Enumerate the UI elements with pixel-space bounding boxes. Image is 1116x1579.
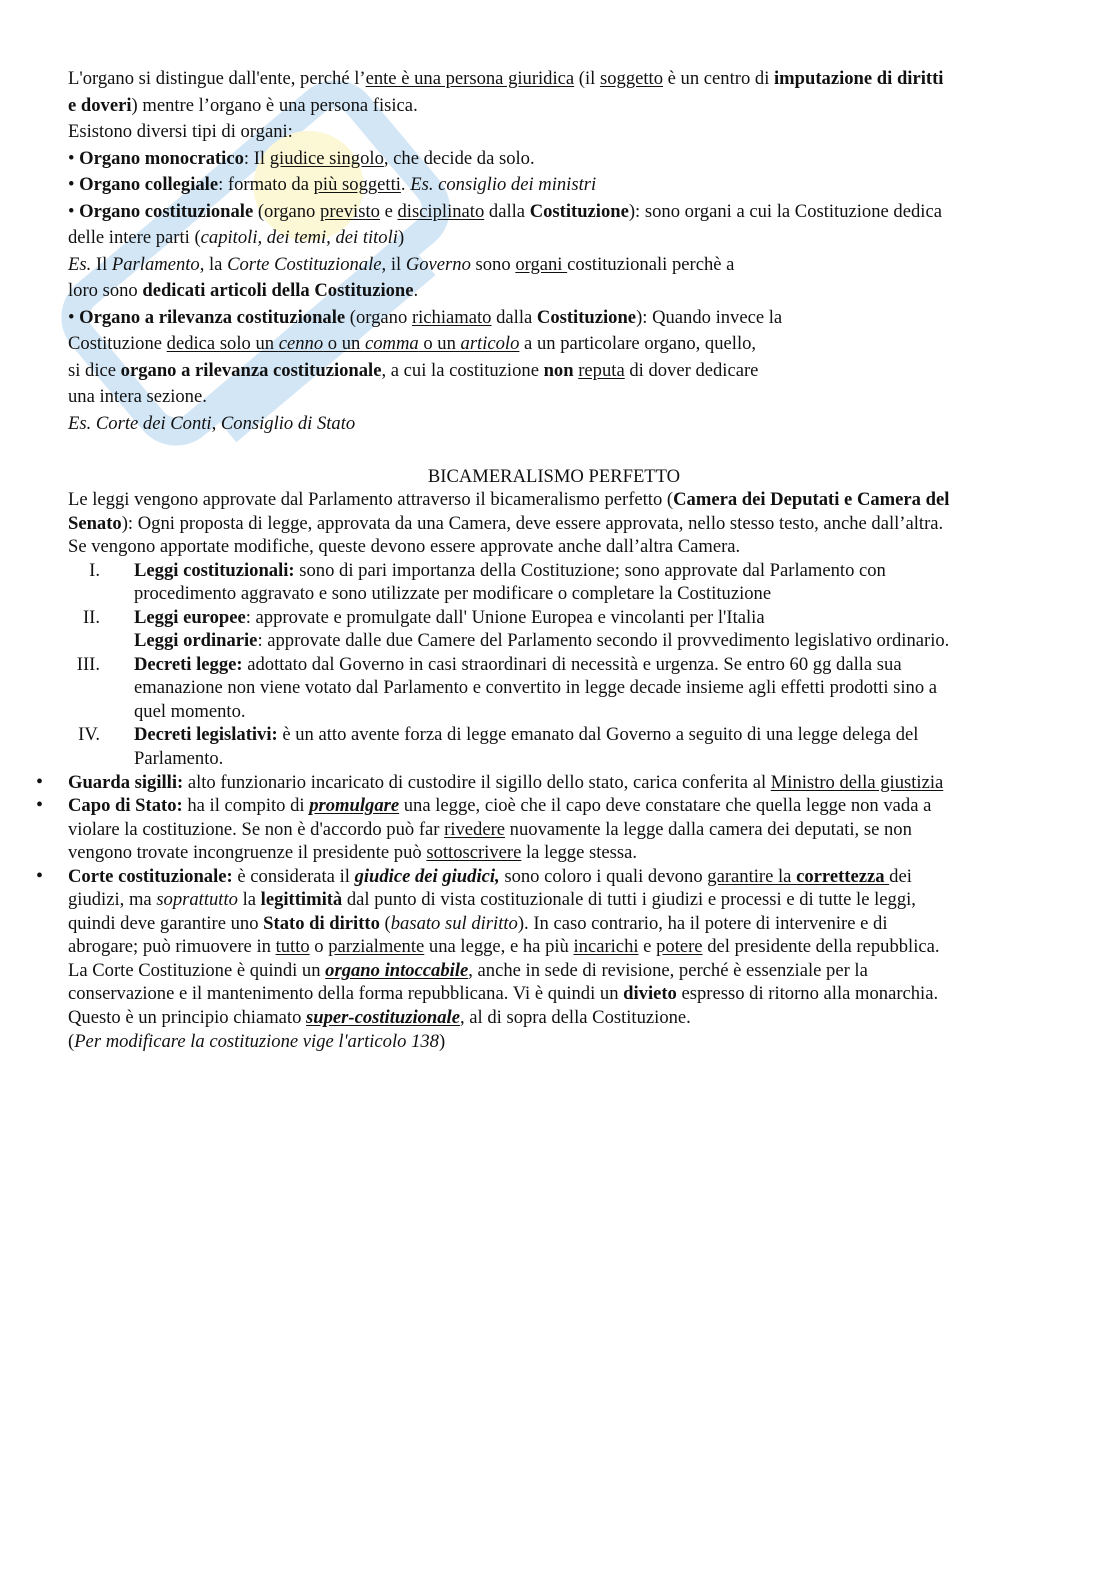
text-line (68, 935, 1116, 959)
italic-text: soprattutto (156, 889, 238, 911)
underlined-text: o un (323, 333, 365, 354)
text-line (68, 747, 1116, 771)
underlined-text: organi (515, 253, 568, 275)
text-line (68, 676, 1116, 700)
bold-text: super-costituzionale (306, 1007, 460, 1029)
text-line (68, 841, 1116, 865)
bold-text: Leggi ordinarie (134, 630, 258, 652)
bold-text: correttezza (796, 865, 890, 887)
text-run: ( (379, 912, 391, 934)
text-run: e (638, 936, 657, 958)
numbered-list-item (68, 723, 1116, 747)
text-run: sono di pari importanza della Costituzione; sono approvate dal Parlamento con (294, 559, 886, 581)
text-run: • (68, 200, 80, 222)
text-run: e (379, 200, 398, 222)
text-run: ) (438, 1030, 446, 1052)
italic-text: Es. Corte dei Conti, Consiglio di Stato (68, 412, 356, 434)
bullet-icon: • (36, 770, 44, 793)
text-run: violare la costituzione. Se non è d'accordo può far (68, 818, 445, 840)
text-run: costituzionali perchè a (567, 253, 735, 275)
text-run: Questo è un principio chiamato (68, 1007, 307, 1029)
text-line (68, 358, 1116, 385)
section-title: BICAMERALISMO PERFETTO (427, 466, 681, 487)
bold-text: Organo costituzionale (79, 200, 254, 222)
text-run: dal punto di vista costituzionale di tutti i giudizi e processi e di tutte le leggi, (342, 889, 916, 911)
text-run: ): Ogni proposta di legge, approvata da una Camera, deve essere approvata, nello stesso testo, anche dall’altra. (121, 512, 944, 534)
italic-text: Governo (405, 253, 471, 275)
bicameralismo-section (36, 488, 1116, 1053)
underlined-text: reputa (578, 359, 625, 381)
bold-text: Senato (68, 512, 122, 534)
list-numeral: IV. (78, 724, 100, 746)
text-run: giudizi, ma (68, 889, 157, 911)
bold-text: Organo monocratico (79, 147, 244, 169)
underlined-text: soggetto (599, 68, 663, 89)
bold-text: Capo di Stato: (68, 795, 183, 817)
text-run: dalla (484, 200, 530, 222)
bold-text: Stato di diritto (263, 912, 380, 934)
text-run: ): Quando invece la (636, 306, 783, 328)
text-run: Se vengono apportate modifiche, queste devono essere approvate anche dall’altra Camera. (68, 536, 741, 558)
text-line (68, 912, 1116, 936)
underlined-text: comma (364, 333, 419, 354)
bullet-list-item (36, 864, 1116, 889)
text-run: , la (199, 253, 228, 275)
text-run: Costituzione (68, 333, 167, 354)
text-line (68, 982, 1116, 1006)
text-run: (organo (345, 306, 412, 328)
bold-text: Organo collegiale (79, 174, 219, 195)
text-line (68, 93, 1116, 120)
underlined-text: dedica solo un (166, 333, 279, 354)
text-line (68, 582, 1116, 606)
underlined-text: cenno (278, 333, 324, 354)
text-line (68, 888, 1116, 912)
text-line (68, 305, 1116, 332)
bold-text: dedicati articoli della Costituzione (142, 280, 414, 301)
bold-text: Decreti legislativi: (134, 724, 278, 746)
underlined-text: incarichi (573, 936, 639, 958)
text-line (68, 225, 1116, 252)
text-line (68, 488, 1116, 512)
text-run: ) (397, 227, 405, 248)
text-run: loro sono (68, 280, 143, 301)
underlined-text: previsto (320, 200, 380, 222)
text-line (68, 512, 1116, 536)
italic-text: Parlamento (111, 253, 200, 275)
text-run: Il (91, 253, 112, 275)
bold-text: divieto (623, 983, 677, 1005)
text-run: Le leggi vengono approvate dal Parlamento attraverso il bicameralismo perfetto ( (68, 489, 674, 510)
text-run: ha il compito di (182, 795, 310, 817)
text-run: (organo (253, 200, 321, 222)
text-run: adottato dal Governo in casi straordinari di necessità e urgenza. Se entro 60 gg dalla sua (242, 653, 902, 675)
list-numeral: I. (89, 559, 100, 581)
text-run: espresso di ritorno alla monarchia. (676, 983, 939, 1005)
text-run: Esistono diversi tipi di organi: (68, 121, 293, 142)
text-line (68, 959, 1116, 983)
text-run: , al di sopra della Costituzione. (459, 1007, 691, 1029)
text-run: ) mentre l’organo è una persona fisica. (131, 94, 418, 116)
text-run: conservazione e il mantenimento della forma repubblicana. Vi è quindi un (68, 983, 624, 1005)
text-run: di dover dedicare (624, 359, 759, 381)
text-run: quel momento. (134, 700, 246, 722)
underlined-text: potere (656, 936, 703, 958)
numbered-list-item (68, 653, 1116, 677)
text-line (68, 331, 1116, 358)
bold-text: Costituzione (529, 200, 629, 222)
text-line (68, 384, 1116, 411)
text-line (68, 252, 1116, 279)
italic-text: Corte Costituzionale (227, 253, 382, 275)
numbered-list-item (68, 606, 1116, 630)
underlined-text: o un (418, 333, 461, 354)
italic-text: Per modificare la costituzione vige l'articolo 138 (74, 1030, 439, 1052)
text-run: si dice (68, 359, 121, 381)
text-run: dalla (491, 306, 537, 328)
text-line (68, 1030, 1116, 1054)
text-run: : approvate e promulgate dall' Unione Europea e vincolanti per l'Italia (245, 606, 765, 628)
text-run: è un atto avente forza di legge emanato dal Governo a seguito di una legge delega del (277, 724, 919, 746)
text-run: , a cui la costituzione (381, 359, 544, 381)
text-run: abrogare; può rimuovere in (68, 936, 276, 958)
underlined-text: più soggetti (313, 174, 401, 195)
italic-text: capitoli, dei temi, dei titoli (200, 227, 398, 248)
text-run: è considerata il (232, 865, 355, 887)
text-run: La Corte Costituzione è quindi un (68, 959, 326, 981)
italic-text: Es. consiglio dei ministri (410, 174, 597, 195)
bullet-icon: • (36, 794, 44, 817)
list-numeral: II. (82, 606, 100, 628)
text-run: • (68, 174, 80, 195)
text-run: , anche in sede di revisione, perché è essenziale per la (468, 959, 868, 981)
bold-text: Guarda sigilli: (68, 771, 184, 793)
text-run: sono (470, 253, 516, 275)
list-numeral: III. (76, 653, 100, 675)
text-run: • (68, 147, 80, 169)
text-run: • (68, 306, 80, 328)
underlined-text: garantire la (707, 865, 797, 887)
bullet-list-item (36, 770, 1116, 795)
text-run: , il (381, 253, 406, 275)
bold-text: Camera dei Deputati e Camera del (673, 489, 950, 510)
underlined-text: sottoscrivere (426, 842, 522, 864)
text-run: (il (574, 68, 600, 89)
bold-text: Decreti legge: (134, 653, 243, 675)
text-run: la (237, 889, 261, 911)
text-run: ). In caso contrario, ha il potere di intervenire e di (517, 912, 888, 934)
underlined-text: giudice singolo (269, 147, 384, 169)
text-run: una legge, cioè che il capo deve constatare che quella legge non vada a (399, 795, 932, 817)
bold-text: Corte costituzionale: (68, 865, 233, 887)
bold-text: legittimità (260, 889, 343, 911)
underlined-text: disciplinato (397, 200, 485, 222)
text-run: una legge, e ha più (424, 936, 574, 958)
text-run: : formato da (218, 174, 314, 195)
text-run: dei (889, 865, 912, 887)
underlined-text: rivedere (444, 818, 506, 840)
text-run: è un centro di (663, 68, 775, 89)
text-line (68, 1006, 1116, 1030)
bold-text: promulgare (309, 795, 400, 817)
bullet-list-item (36, 794, 1116, 818)
text-run: ): sono organi a cui la Costituzione dedica (628, 200, 942, 222)
underlined-text: tutto (275, 936, 310, 958)
bullet-icon: • (36, 864, 44, 887)
intro-section (68, 66, 1116, 437)
bold-text: imputazione di diritti (774, 68, 944, 89)
text-run: delle intere parti ( (68, 227, 201, 248)
text-run: : approvate dalle due Camere del Parlamento secondo il provvedimento legislativo ordinario. (257, 630, 950, 652)
text-line (68, 700, 1116, 724)
underlined-text: ente è una persona giuridica (365, 68, 575, 89)
bold-text: non (543, 359, 574, 381)
text-line (68, 535, 1116, 559)
underlined-text: parzialmente (328, 936, 425, 958)
text-line (68, 629, 1116, 653)
text-run: , che decide da solo. (383, 147, 535, 169)
text-line (68, 411, 1116, 438)
bold-text: Leggi costituzionali: (134, 559, 295, 581)
text-line (68, 278, 1116, 305)
text-run: : Il (243, 147, 270, 169)
bold-text: organo a rilevanza costituzionale (120, 359, 382, 381)
text-run: una intera sezione. (68, 386, 207, 407)
text-run: quindi deve garantire uno (68, 912, 264, 934)
underlined-text: Ministro della giustizia (770, 771, 944, 793)
text-run: L'organo si distingue dall'ente, perché l’ (68, 68, 366, 89)
bold-text: e doveri (68, 94, 132, 116)
italic-text: Es. (68, 253, 92, 275)
bold-text: Costituzione (536, 306, 637, 328)
italic-text: basato sul diritto (390, 912, 518, 934)
text-run: emanazione non viene votato dal Parlamento e convertito in legge decade insieme agli effetti prodotti sino a (134, 677, 938, 699)
text-run: sono coloro i quali devono (499, 865, 708, 887)
text-line (68, 818, 1116, 842)
text-line (68, 199, 1116, 226)
text-run: nuovamente la legge dalla camera dei deputati, se non (505, 818, 912, 840)
underlined-text: articolo (460, 333, 520, 354)
bold-text: organo intoccabile (325, 959, 469, 981)
bold-text: giudice dei giudici, (354, 865, 500, 887)
text-line (68, 66, 1116, 93)
bold-text: Organo a rilevanza costituzionale (79, 306, 346, 328)
text-run: vengono trovate incongruenze il presidente può (68, 842, 427, 864)
bold-text: Leggi europee (134, 606, 246, 628)
text-run: procedimento aggravato e sono utilizzate per modificare o completare la Costituzione (134, 583, 772, 605)
text-line (68, 119, 1116, 146)
text-run: del presidente della repubblica. (702, 936, 940, 958)
text-run: . (413, 280, 419, 301)
text-run: la legge stessa. (521, 842, 638, 864)
text-run: a un particolare organo, quello, (519, 333, 757, 354)
text-run: Parlamento. (134, 748, 224, 770)
text-run: ( (68, 1030, 75, 1052)
text-line (68, 146, 1116, 173)
text-run: . (400, 174, 411, 195)
text-line (68, 172, 1116, 199)
text-run: alto funzionario incaricato di custodire il sigillo dello stato, carica conferita al (183, 771, 771, 793)
underlined-text: richiamato (411, 306, 492, 328)
text-run: o (309, 936, 329, 958)
numbered-list-item (68, 559, 1116, 583)
